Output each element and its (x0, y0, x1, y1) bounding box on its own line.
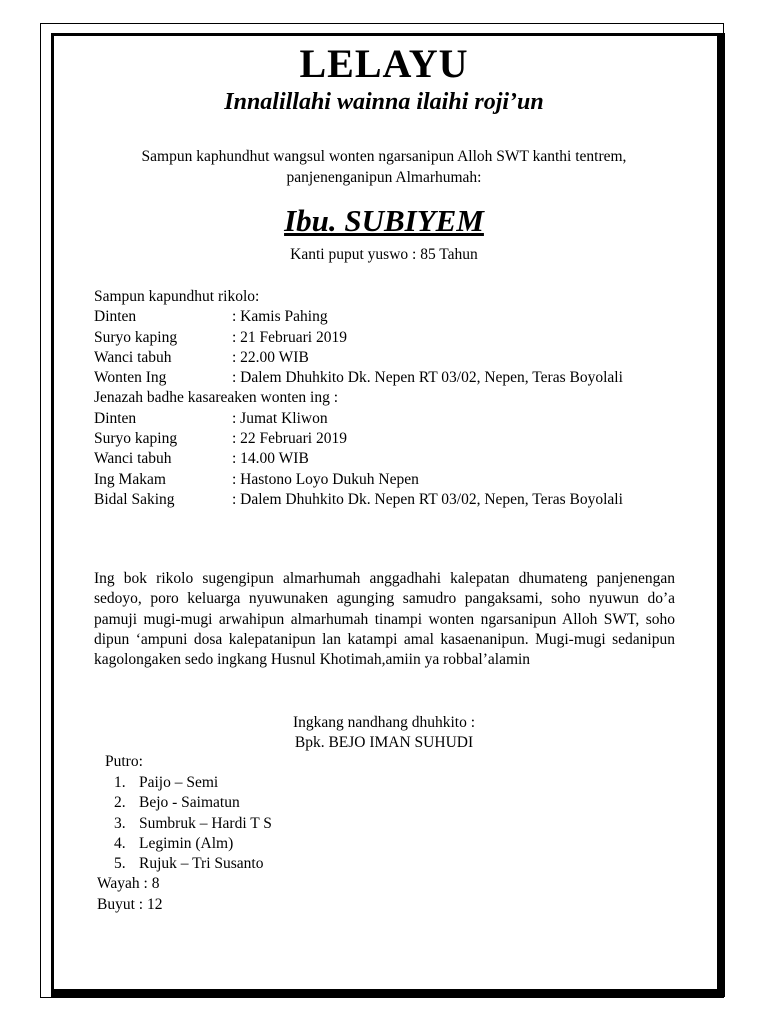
great-grandchildren-count: Buyut : 12 (97, 896, 163, 913)
list-number: 2. (114, 794, 126, 812)
death-row (94, 328, 684, 348)
signer-block (0, 713, 768, 754)
list-item (114, 773, 272, 793)
row-value: : 22.00 WIB (232, 348, 309, 366)
list-item (114, 814, 272, 834)
intro-text (90, 146, 678, 188)
row-value: : Dalem Dhuhkito Dk. Nepen RT 03/02, Nepen, Teras Boyolali (232, 369, 623, 387)
age-text: Kanti puput yuswo : 85 Tahun (290, 246, 478, 263)
death-row (94, 368, 684, 388)
row-label: Dinten (94, 409, 137, 427)
row-value: : Dalem Dhuhkito Dk. Nepen RT 03/02, Nepen, Teras Boyolali (232, 490, 623, 508)
details-block (94, 287, 684, 510)
list-item (114, 834, 272, 854)
row-value: : Jumat Kliwon (232, 409, 328, 427)
burial-row (94, 429, 684, 449)
row-value: : 21 Februari 2019 (232, 328, 347, 346)
children-list (114, 773, 272, 874)
burial-row (94, 470, 684, 490)
grandchildren-count: Wayah : 8 (97, 875, 160, 892)
child-name: Legimin (Alm) (139, 834, 234, 852)
list-number: 4. (114, 834, 126, 852)
document-title: LELAYU (299, 41, 469, 86)
death-heading: Sampun kapundhut rikolo: (94, 288, 260, 305)
list-item (114, 793, 272, 813)
child-name: Paijo – Semi (139, 774, 219, 791)
burial-heading: Jenazah badhe kasareaken wonten ing : (94, 389, 339, 407)
death-row (94, 348, 684, 368)
row-label: Ing Makam (94, 470, 166, 488)
signer-name: Bpk. BEJO IMAN SUHUDI (294, 734, 474, 752)
document-subtitle: Innalillahi wainna ilaihi roji’un (224, 89, 544, 115)
signer-line-1: Ingkang nandhang dhuhkito : (292, 714, 476, 731)
row-value: : Hastono Loyo Dukuh Nepen (232, 470, 419, 488)
deceased-name: Ibu. SUBIYEM (284, 203, 484, 238)
burial-row (94, 490, 684, 510)
row-label: Wonten Ing (94, 369, 167, 387)
child-name: Bejo - Saimatun (139, 794, 240, 812)
row-value: : 22 Februari 2019 (232, 430, 347, 448)
row-label: Wanci tabuh (94, 348, 172, 366)
row-value: : Kamis Pahing (232, 308, 328, 326)
condolence-paragraph: Ing bok rikolo sugengipun almarhumah anggadhahi kalepatan dhumateng panjenengan sedoyo, poro keluarga nyuwunaken agunging samudro pangaksami, soho nyuwun do’a pamuji mugi-mugi arwahipun almarhumah tinampi wonten ngarsanipun Alloh SWT, soho dipun ‘ampuni dosa kalepatanipun lan katampi amal kasaenanipun. Mugi-mugi sedanipun kagolongaken sedo ingkang Husnul Khotimah,amiin ya robbal’alamin (94, 570, 675, 669)
death-row (94, 307, 684, 327)
intro-line-2: panjenenganipun Almarhumah: (286, 169, 482, 186)
list-item (114, 854, 272, 874)
row-label: Bidal Saking (94, 490, 175, 508)
list-number: 1. (114, 774, 126, 791)
row-label: Suryo kaping (94, 328, 178, 346)
child-name: Sumbruk – Hardi T S (139, 814, 272, 832)
row-label: Dinten (94, 308, 137, 326)
list-number: 5. (114, 855, 126, 873)
burial-row (94, 449, 684, 469)
list-number: 3. (114, 814, 126, 832)
row-label: Wanci tabuh (94, 450, 172, 468)
children-label: Putro: (105, 753, 143, 770)
row-value: : 14.00 WIB (232, 450, 309, 468)
intro-line-1: Sampun kaphundhut wangsul wonten ngarsanipun Alloh SWT kanthi tentrem, (141, 148, 627, 165)
row-label: Suryo kaping (94, 430, 178, 448)
child-name: Rujuk – Tri Susanto (139, 855, 264, 873)
burial-row (94, 409, 684, 429)
